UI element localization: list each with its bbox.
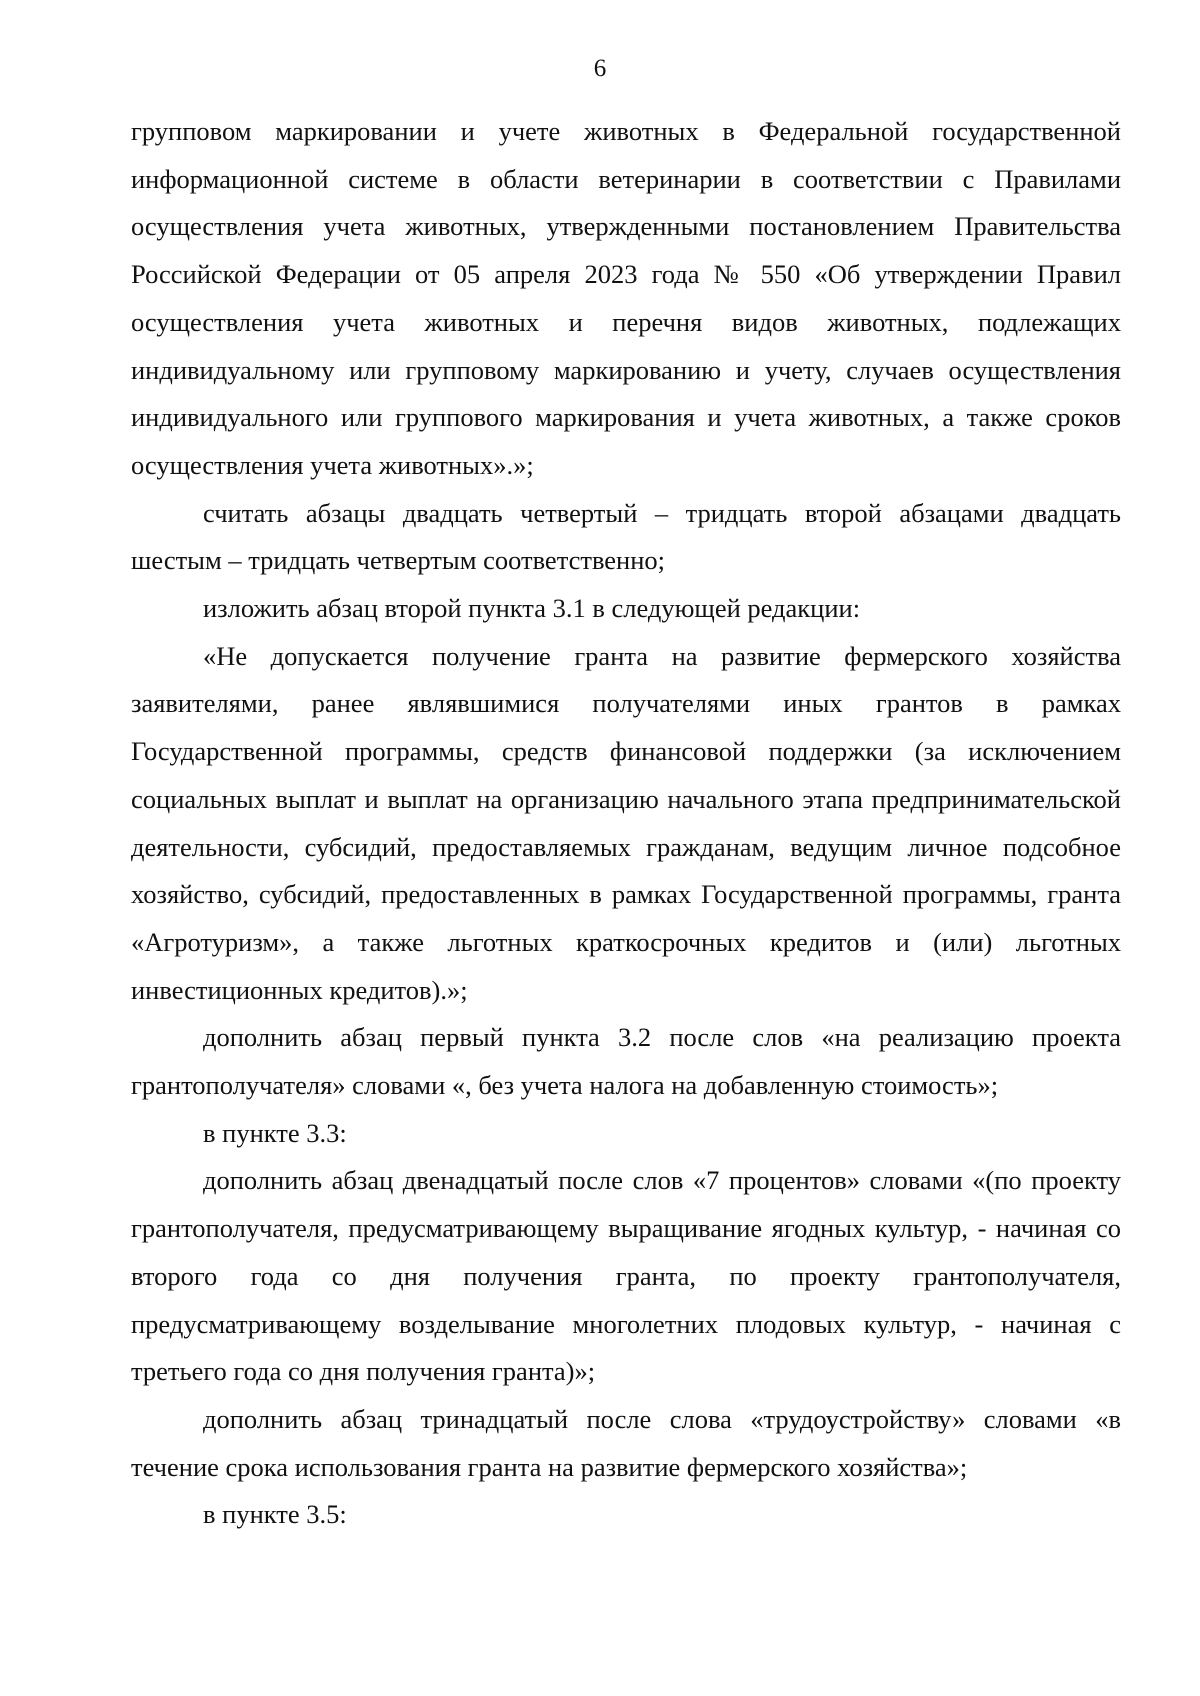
paragraph: дополнить абзац тринадцатый после слова «трудоустройству» словами «в течение срока использования гранта на развитие фермерского хозяйства»; bbox=[131, 1403, 1121, 1482]
paragraph: дополнить абзац первый пункта 3.2 после слов «на реализацию проекта грантополучателя» словами «, без учета налога на добавленную стоимость»; bbox=[131, 1022, 1121, 1101]
document-body bbox=[131, 108, 1121, 1539]
paragraph: считать абзацы двадцать четвертый – тридцать второй абзацами двадцать шестым – тридцать четвертым соответственно; bbox=[131, 497, 1121, 576]
paragraph: изложить абзац второй пункта 3.1 в следующей редакции: bbox=[203, 593, 861, 624]
paragraph: в пункте 3.3: bbox=[203, 1117, 347, 1148]
page-number: 6 bbox=[593, 55, 607, 82]
paragraph: в пункте 3.5: bbox=[203, 1499, 347, 1530]
paragraph: дополнить абзац двенадцатый после слов «7 процентов» словами «(по проекту грантополучателя, предусматривающему выращивание ягодных культур, - начиная со второго года со дня получения гранта, по проекту грантополучателя, предусматривающему возделывание многолетних плодовых культур, - начиная с третьего года со дня получения гранта)»; bbox=[131, 1165, 1121, 1387]
paragraph: «Не допускается получение гранта на развитие фермерского хозяйства заявителями, ранее являвшимися получателями иных грантов в рамках Государственной программы, средств финансовой поддержки (за исключением социальных выплат и выплат на организацию начального этапа предпринимательской деятельности, субсидий, предоставляемых гражданам, ведущим личное подсобное хозяйство, субсидий, предоставленных в рамках Государственной программы, гранта «Агротуризм», а также льготных краткосрочных кредитов и (или) льготных инвестиционных кредитов).»; bbox=[131, 640, 1121, 1005]
paragraph: групповом маркировании и учете животных в Федеральной государственной информационной системе в области ветеринарии в соответствии с Правилами осуществления учета животных, утвержденными постановлением Правительства Российской Федерации от 05 апреля 2023 года № 550 «Об утверждении Правил осуществления учета животных и перечня видов животных, подлежащих индивидуальному или групповому маркированию и учету, случаев осуществления индивидуального или группового маркирования и учета животных, а также сроков осуществления учета животных».»; bbox=[131, 116, 1121, 480]
